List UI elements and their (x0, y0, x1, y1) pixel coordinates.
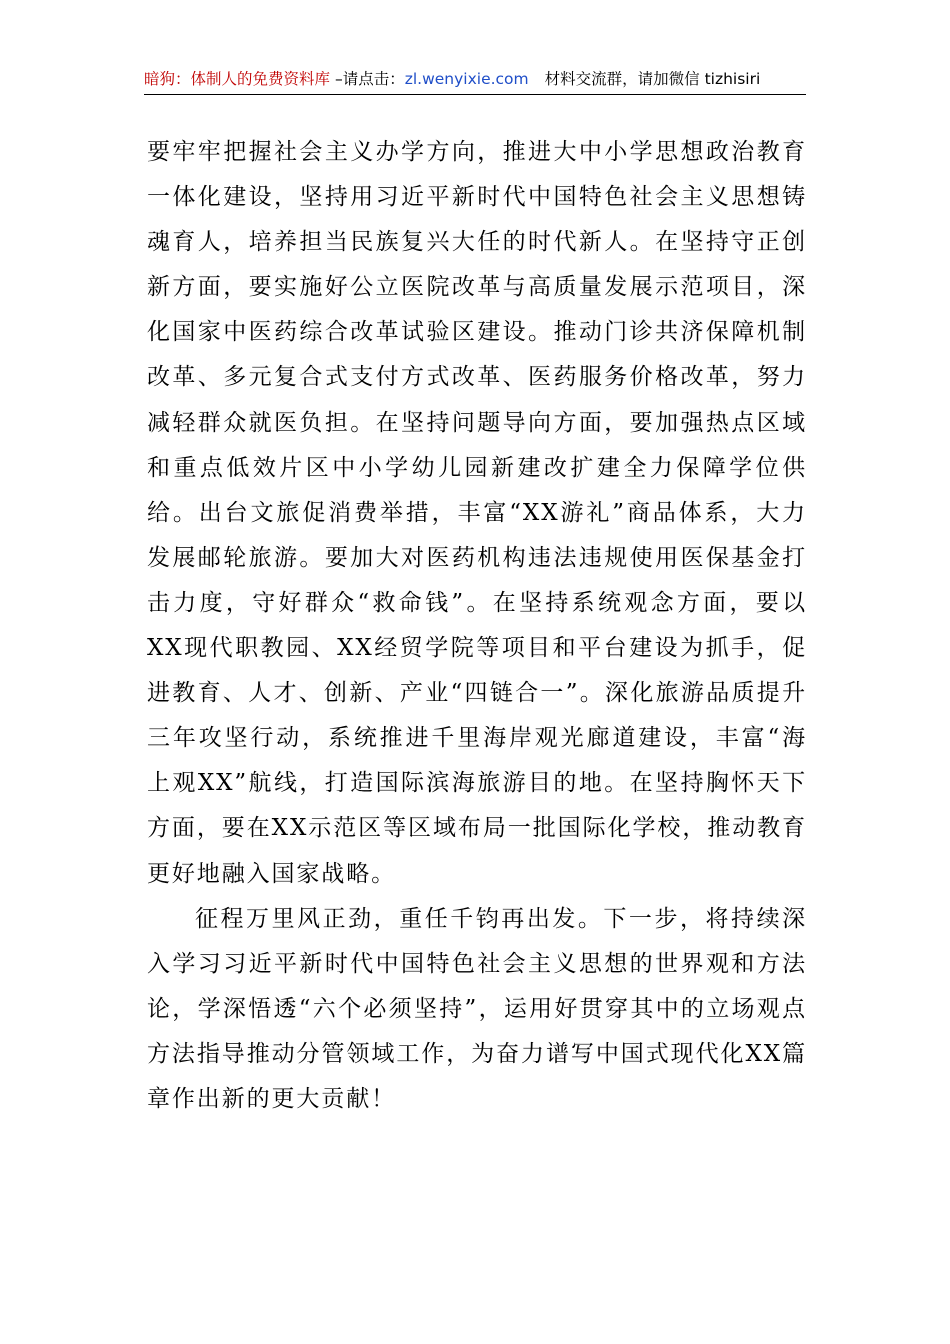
document-body (147, 130, 807, 1122)
header-url-link[interactable]: zl.wenyixie.com (404, 70, 529, 88)
body-paragraph-2: 征程万里风正劲，重任千钧再出发。下一步，将持续深入学习习近平新时代中国特色社会主义思想的世界观和方法论，学深悟透“六个必须坚持”，运用好贯穿其中的立场观点方法指导推动分管领域工作，为奋力谱写中国式现代化XX篇章作出新的更大贡献！ (147, 905, 807, 1112)
page-header (144, 64, 806, 95)
body-paragraph-1: 要牢牢把握社会主义办学方向，推进大中小学思想政治教育一体化建设，坚持用习近平新时代中国特色社会主义思想铸魂育人，培养担当民族复兴大任的时代新人。在坚持守正创新方面，要实施好公立医院改革与高质量发展示范项目，深化国家中医药综合改革试验区建设。推动门诊共济保障机制改革、多元复合式支付方式改革、医药服务价格改革，努力减轻群众就医负担。在坚持问题导向方面，要加强热点区域和重点低效片区中小学幼儿园新建改扩建全力保障学位供给。出台文旅促消费举措，丰富“XX游礼”商品体系，大力发展邮轮旅游。要加大对医药机构违法违规使用医保基金打击力度，守好群众“救命钱”。在坚持系统观念方面，要以XX现代职教园、XX经贸学院等项目和平台建设为抓手，促进教育、人才、创新、产业“四链合一”。深化旅游品质提升三年攻坚行动，系统推进千里海岸观光廊道建设，丰富“海上观XX”航线，打造国际滨海旅游目的地。在坚持胸怀天下方面，要在XX示范区等区域布局一批国际化学校，推动教育更好地融入国家战略。 (147, 139, 807, 887)
header-prompt-text: –请点击： (330, 70, 405, 88)
header-wechat-note: 材料交流群，请加微信 tizhisiri (544, 70, 761, 88)
header-brand-text: 暗狗：体制人的免费资料库 (144, 70, 331, 88)
